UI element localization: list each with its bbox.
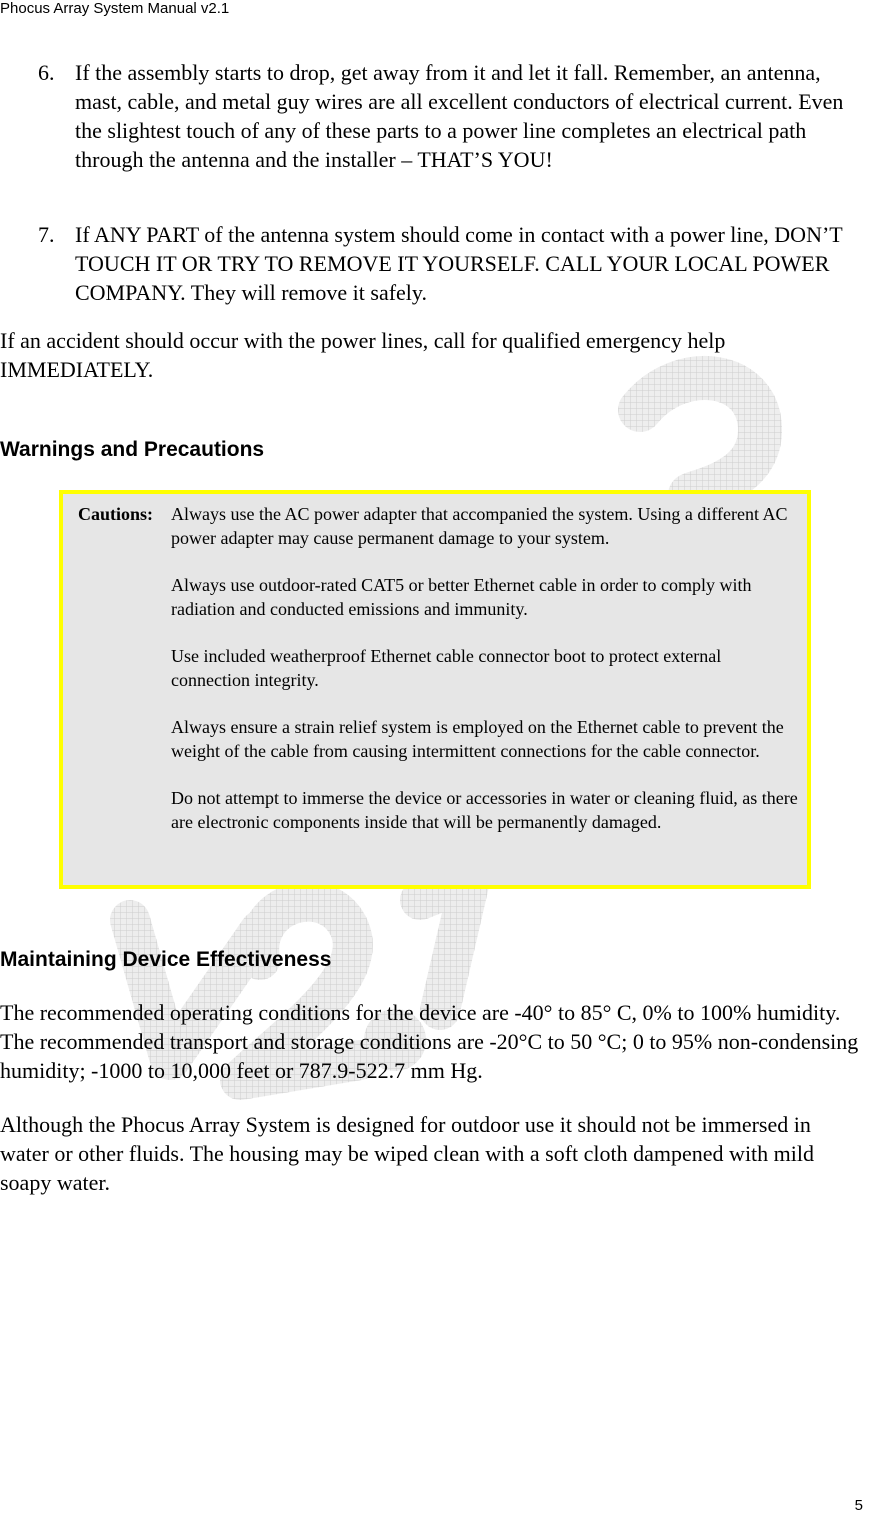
list-item-number: 7. [38, 222, 55, 247]
list-item-number: 6. [38, 60, 55, 85]
safety-list-item-6 [38, 58, 868, 174]
cleaning-paragraph: Although the Phocus Array System is designed for outdoor use it should not be immersed in water or other fluids. The housing may be wiped clean with a soft cloth dampened with mild soapy water. [0, 1112, 815, 1195]
cautions-label: Cautions: [78, 504, 154, 524]
maintaining-heading: Maintaining Device Effectiveness [0, 948, 332, 971]
warnings-heading: Warnings and Precautions [0, 438, 265, 461]
cautions-list [171, 502, 799, 857]
list-item-text: If the assembly starts to drop, get away from it and let it fall. Remember, an antenna, mast, cable, and metal guy wires are all excellent conductors of electrical current. Even the slightest touch of any of these parts to a power line completes an electrical path through the antenna and the installer – THAT’S YOU! [75, 60, 844, 172]
caution-item: Do not attempt to immerse the device or accessories in water or cleaning fluid, as there are electronic components inside that will be permanently damaged. [171, 788, 798, 832]
safety-list-item-7 [38, 220, 868, 307]
caution-item: Always use the AC power adapter that accompanied the system. Using a different AC power adapter may cause permanent damage to your system. [171, 504, 788, 548]
cautions-box [59, 490, 811, 889]
caution-item: Always use outdoor-rated CAT5 or better Ethernet cable in order to comply with radiation and conducted emissions and immunity. [171, 575, 752, 619]
accident-paragraph: If an accident should occur with the power lines, call for qualified emergency help IMMEDIATELY. [0, 328, 726, 382]
list-item-text: If ANY PART of the antenna system should come in contact with a power line, DON’T TOUCH IT OR TRY TO REMOVE IT YOURSELF. CALL YOUR LOCAL POWER COMPANY. They will remove it safely. [75, 222, 843, 305]
caution-item: Always ensure a strain relief system is employed on the Ethernet cable to prevent the weight of the cable from causing intermittent connections for the cable connector. [171, 717, 784, 761]
page-number: 5 [854, 1497, 863, 1514]
caution-item: Use included weatherproof Ethernet cable connector boot to protect external connection integrity. [171, 646, 722, 690]
operating-conditions-paragraph: The recommended operating conditions for the device are -40° to 85° C, 0% to 100% humidity. The recommended transport and storage conditions are -20°C to 50 °C; 0 to 95% non-condensing humidity; -1000 to 10,000 feet or 787.9-522.7 mm Hg. [0, 1000, 859, 1083]
running-header: Phocus Array System Manual v2.1 [0, 0, 230, 17]
